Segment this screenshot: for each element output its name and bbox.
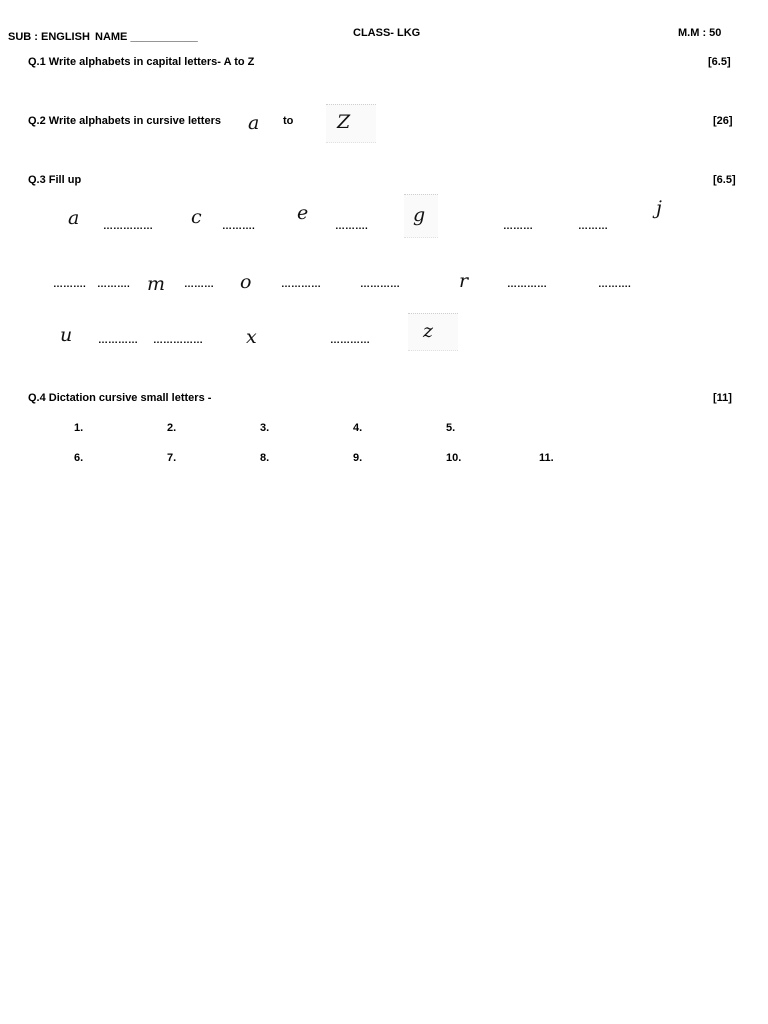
cursive-letter-z: Z	[337, 111, 351, 133]
fill-letter-c: c	[191, 206, 202, 228]
cursive-letter-box	[326, 104, 376, 143]
fill-letter-u: u	[60, 324, 73, 346]
fill-letter-o: o	[240, 271, 252, 293]
max-marks-label: M.M : 50	[678, 27, 722, 39]
question-1-text: Q.1 Write alphabets in capital letters- A to Z	[28, 56, 255, 68]
name-field-label: NAME ___________	[95, 31, 198, 43]
fill-letter-j: j	[656, 197, 662, 219]
question-2-to: to	[283, 115, 294, 127]
dictation-number: 7.	[167, 452, 177, 464]
cursive-letter-a: a	[248, 112, 260, 134]
fill-blank: ……….	[222, 221, 255, 232]
dictation-number: 10.	[446, 452, 462, 464]
fill-letter-a: a	[68, 207, 80, 229]
fill-letter-z: z	[423, 320, 434, 342]
dictation-number: 1.	[74, 422, 84, 434]
fill-blank: ……….	[53, 279, 86, 290]
dictation-number: 3.	[260, 422, 270, 434]
fill-blank: ………	[578, 221, 608, 232]
fill-letter-e: e	[297, 202, 309, 224]
fill-blank: ……………	[153, 335, 203, 346]
fill-blank: …………	[330, 335, 370, 346]
question-4-text: Q.4 Dictation cursive small letters -	[28, 392, 212, 404]
dictation-number: 5.	[446, 422, 456, 434]
fill-blank: …………	[507, 279, 547, 290]
fill-blank: …………	[281, 279, 321, 290]
question-2-text: Q.2 Write alphabets in cursive letters	[28, 115, 221, 127]
question-3-text: Q.3 Fill up	[28, 174, 82, 186]
fill-letter-m: m	[147, 273, 166, 295]
question-3-marks: [6.5]	[713, 174, 736, 186]
question-4-marks: [11]	[713, 392, 732, 404]
dictation-number: 6.	[74, 452, 84, 464]
dictation-number: 9.	[353, 452, 363, 464]
fill-blank: …………	[360, 279, 400, 290]
fill-blank: …………	[98, 335, 138, 346]
dictation-number: 2.	[167, 422, 177, 434]
fill-letter-r: r	[459, 270, 469, 292]
question-2-marks: [26]	[713, 115, 733, 127]
fill-blank: ………	[184, 279, 214, 290]
subject-label: SUB : ENGLISH	[8, 31, 90, 43]
fill-blank: ……………	[103, 221, 153, 232]
dictation-number: 11.	[539, 452, 554, 464]
class-label: CLASS- LKG	[353, 27, 421, 39]
fill-letter-g: g	[413, 204, 426, 226]
dictation-number: 4.	[353, 422, 363, 434]
dictation-number: 8.	[260, 452, 270, 464]
fill-letter-x: x	[246, 326, 257, 348]
fill-blank: ………	[503, 221, 533, 232]
fill-blank: ……….	[97, 279, 130, 290]
fill-blank: ……….	[598, 279, 631, 290]
question-1-marks: [6.5]	[708, 56, 731, 68]
fill-blank: ……….	[335, 221, 368, 232]
